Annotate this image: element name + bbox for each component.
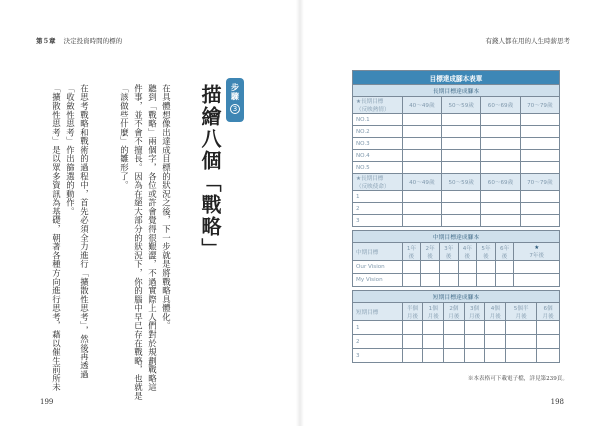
long-term-header-row [353, 97, 560, 114]
page-number-left: 199 [40, 398, 54, 406]
month-column: 6個 月後 [537, 303, 560, 321]
long-term-goal-passion-label: ★長期目標 （反映熱情） [353, 97, 403, 114]
table-row: NO.3 [353, 138, 560, 150]
table-row: Our Vision [353, 261, 560, 274]
step-number: 3 [230, 104, 240, 114]
table-row: My Vision [353, 274, 560, 287]
body-column: 「收斂性思考」作出篩選的動作。 [65, 84, 76, 216]
year-column: 3年 後 [439, 243, 458, 261]
month-column: 2個 月後 [444, 303, 465, 321]
long-term-goal-mission-label: ★長期目標 （反映使命） [353, 174, 403, 191]
star-icon: ★ [534, 244, 540, 251]
chapter-number: 第５章 [36, 37, 56, 45]
body-column: 聽到「戰略」兩個字，各位或許會覺得很艱澀，不過實際上人們對於規劃戰略這 [147, 84, 158, 392]
body-column: 在具體想像出達成目標的狀況之後，下一步就是將戰略具體化。 [161, 84, 172, 331]
table-row: NO.5 [353, 162, 560, 174]
download-note: ※本表格可下載電子檔，詳見第239頁。 [467, 376, 568, 382]
month-column: 半個 月後 [402, 303, 423, 321]
year-column: 6年 後 [495, 243, 514, 261]
table-row: 1 [353, 191, 560, 203]
year-column: 1年 後 [402, 243, 421, 261]
table-row: 2 [353, 335, 560, 349]
step-label: 步驟 [230, 83, 240, 101]
age-column: 60〜69歲 [481, 97, 520, 114]
short-term-header-row [353, 303, 560, 321]
mid-term-goal-label: 中期目標 [353, 243, 403, 261]
body-column: 在思考戰略和戰術的過程中，首先必須全力進行「擴散性思考」，然後再透過 [79, 84, 90, 379]
running-head-right: 有錢人都在用的人生時薪思考 [485, 37, 570, 45]
year-column: 4年 後 [458, 243, 477, 261]
year-column: 2年 後 [421, 243, 440, 261]
age-column: 60〜69歲 [481, 174, 520, 191]
chapter-title: 決定投資時間的標的 [63, 37, 123, 45]
table-row: 3 [353, 215, 560, 227]
month-column: 3個 月後 [464, 303, 485, 321]
section-heading: 描繪八個「戰略」 [198, 84, 222, 260]
age-column: 50〜59歲 [442, 174, 481, 191]
right-page [300, 0, 600, 426]
age-column: 70〜79歲 [520, 97, 559, 114]
table-row: 2 [353, 203, 560, 215]
age-column: 70〜79歲 [520, 174, 559, 191]
mid-term-header-row [353, 243, 560, 261]
long-term-mission-header-row [353, 174, 560, 191]
table-row: NO.1 [353, 114, 560, 126]
body-column: 「該做些什麼」的雛形了。 [119, 84, 130, 190]
goal-script-form [352, 70, 560, 363]
table-row: NO.4 [353, 150, 560, 162]
month-column: 4個 月後 [485, 303, 506, 321]
goal-table [352, 70, 560, 227]
short-term-band: 短期目標達成腳本 [353, 291, 560, 303]
table-row: 3 [353, 349, 560, 363]
body-column: 件事，並不會不擅長。因為在絕大部分的狀況下，你的腦中早已存在戰略，也就是 [133, 84, 144, 401]
seven-year-column: ★ 7年後 [514, 243, 560, 261]
table-row: NO.2 [353, 126, 560, 138]
year-column: 5年 後 [477, 243, 496, 261]
age-column: 50〜59歲 [442, 97, 481, 114]
month-column: 5個半 月後 [506, 303, 537, 321]
month-column: 1個 月後 [423, 303, 444, 321]
age-column: 40〜49歲 [402, 174, 441, 191]
mid-term-table [352, 230, 560, 287]
running-head-left [36, 36, 122, 45]
table-row: 1 [353, 321, 560, 335]
long-term-band: 長期目標達成腳本 [353, 85, 560, 97]
short-term-table [352, 290, 560, 363]
step-badge [226, 78, 244, 122]
short-term-goal-label: 短期目標 [353, 303, 403, 321]
page-number-right: 198 [550, 398, 564, 406]
mid-term-band: 中期目標達成腳本 [353, 231, 560, 243]
table-title: 目標達成腳本表單 [353, 71, 560, 85]
body-column: 「擴散性思考」是以眾多資訊為基礎，朝著各種方向進行思考，藉以催生前所未 [51, 84, 62, 392]
age-column: 40〜49歲 [402, 97, 441, 114]
